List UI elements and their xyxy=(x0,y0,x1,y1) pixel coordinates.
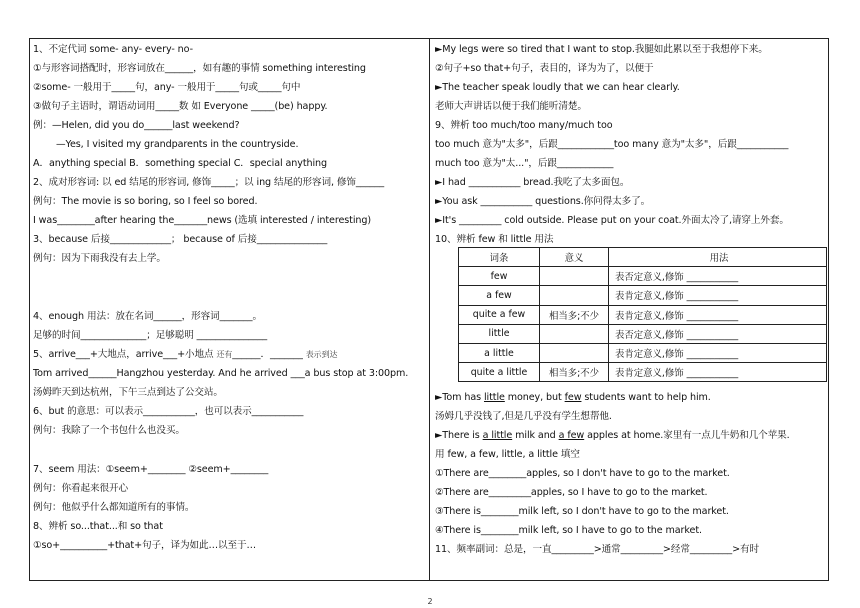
text-segment: ►There is xyxy=(435,430,483,441)
arrive-blanks: ______．_______ xyxy=(232,349,306,360)
cell-usage: 表肯定意义,修饰 ___________ xyxy=(609,363,827,382)
cell-word: a little xyxy=(459,343,540,362)
enough-exercise: 足够的时间______________；足够聪明 _______________ xyxy=(33,330,268,341)
header-meaning: 意义 xyxy=(540,248,609,267)
page-number: 2 xyxy=(427,597,433,606)
cell-meaning: 相当多;不少 xyxy=(540,363,609,382)
arrive-meaning: 表示到达 xyxy=(305,350,338,359)
cell-meaning xyxy=(540,324,609,343)
example-but: 例句：我除了一个书包什么也没买。 xyxy=(33,425,185,436)
item-1-indefinite-pronouns: 1、不定代词 some- any- every- no- xyxy=(33,44,193,55)
item-7-seem: 7、seem 用法：①seem+________ ②seem+________ xyxy=(33,464,269,475)
arrive-exercise: Tom arrived______Hangzhou yesterday. And he arrived ___a bus stop at 3:00pm. xyxy=(33,368,409,379)
exercise-bread: ►I had ___________ bread.我吃了太多面包。 xyxy=(435,177,630,188)
table-row xyxy=(459,343,827,362)
cell-usage: 表否定意义,修饰 ___________ xyxy=(609,267,827,286)
underlined-few: few xyxy=(564,392,582,403)
rule-too-much-many: too much 意为"太多"，后跟____________too many 意为"太多"，后跟___________ xyxy=(435,139,789,150)
table-row xyxy=(459,324,827,343)
exercise-1: ①There are________apples, so I don't have to go to the market. xyxy=(435,468,730,479)
example-options: A．anything special B．something special C．special anything xyxy=(33,158,328,169)
item-10-few-little: 10、辨析 few 和 little 用法 xyxy=(435,234,554,245)
cell-usage: 表否定意义,修饰 ___________ xyxy=(609,324,827,343)
item-11-frequency-adverbs: 11、频率副词：总是，一直_________>通常_________>经常_________>有时 xyxy=(435,544,760,555)
cell-meaning xyxy=(540,286,609,305)
example-answer: —Yes, I visited my grandparents in the countryside. xyxy=(56,139,299,150)
table-row xyxy=(459,286,827,305)
rule-adjective-position: ①与形容词搭配时，形容词放在______，如有趣的事情 something interesting xyxy=(33,63,366,74)
table-row xyxy=(459,305,827,324)
item-9-too-much: 9、辨析 too much/too many/much too xyxy=(435,120,613,131)
fill-instruction: 用 few, a few, little, a little 填空 xyxy=(435,449,580,460)
item-5-arrive xyxy=(33,349,337,361)
example-question: 例：—Helen, did you do______last weekend? xyxy=(33,120,240,131)
rule-so-that-purpose: ②句子+so that+句子，表目的，译为为了，以便于 xyxy=(435,63,654,74)
example-seem-happy: 例句：你看起来很开心 xyxy=(33,483,128,494)
cell-word: few xyxy=(459,267,540,286)
cell-usage: 表肯定意义,修饰 ___________ xyxy=(609,305,827,324)
item-8-so-that: 8、辨析 so...that...和 so that xyxy=(33,521,163,532)
example-milk-apples xyxy=(435,430,790,442)
cell-word: quite a little xyxy=(459,363,540,382)
text-segment: milk and xyxy=(512,430,559,441)
table-row xyxy=(459,267,827,286)
cell-usage: 表肯定意义,修饰 ___________ xyxy=(609,286,827,305)
underlined-a-few: a few xyxy=(558,430,585,441)
item-3-because: 3、because 后接_____________； because of 后接_______________ xyxy=(33,234,328,245)
header-usage: 用法 xyxy=(609,248,827,267)
few-little-table xyxy=(458,247,827,382)
rule-much-too: much too 意为"太..."，后跟____________ xyxy=(435,158,614,169)
rule-so-that-result: ①so+__________+that+句子，译为如此…以至于… xyxy=(33,540,256,551)
example-bored: 例句：The movie is so boring, so I feel so bored. xyxy=(33,196,258,207)
underlined-little: little xyxy=(483,392,505,403)
header-word: 词条 xyxy=(459,248,540,267)
cell-usage: 表肯定意义,修饰 ___________ xyxy=(609,343,827,362)
item-6-but: 6、but 的意思：可以表示___________，也可以表示___________ xyxy=(33,406,304,417)
item-4-enough: 4、enough 用法：放在名词______，形容词_______。 xyxy=(33,311,262,322)
rule-singular-verb: ③做句子主语时，谓语动词用_____数 如 Everyone _____(be) happy. xyxy=(33,101,328,112)
cell-word: little xyxy=(459,324,540,343)
example-rain: 例句：因为下雨我没有去上学。 xyxy=(33,253,166,264)
exercise-questions: ►You ask ___________ questions.你问得太多了。 xyxy=(435,196,651,207)
tom-translation: 汤姆几乎没钱了,但是几乎没有学生想帮他. xyxy=(435,411,612,422)
example-teacher: ►The teacher speak loudly that we can hear clearly. xyxy=(435,82,680,93)
text-segment: ►Tom has xyxy=(435,392,484,403)
arrive-also: 还有 xyxy=(216,350,233,359)
example-seem-know: 例句：他似乎什么都知道所有的事情。 xyxy=(33,502,195,513)
teacher-translation: 老师大声讲话以便于我们能听清楚。 xyxy=(435,101,587,112)
cell-meaning xyxy=(540,267,609,286)
exercise-2: ②There are_________apples, so I have to go to the market. xyxy=(435,487,708,498)
text-segment: money, but xyxy=(504,392,565,403)
example-tom-money xyxy=(435,392,711,404)
table-row xyxy=(459,363,827,382)
underlined-a-little: a little xyxy=(482,430,513,441)
example-legs-tired: ►My legs were so tired that I want to stop.我腿如此累以至于我想停下来。 xyxy=(435,44,768,55)
column-divider xyxy=(429,38,430,581)
arrive-translation: 汤姆昨天到达杭州，下午三点到达了公交站。 xyxy=(33,387,223,398)
cell-meaning: 相当多;不少 xyxy=(540,305,609,324)
arrive-rule: 5、arrive___+大地点，arrive___+小地点 xyxy=(33,349,217,360)
text-segment: apples at home.家里有一点儿牛奶和几个苹果. xyxy=(584,430,790,441)
cell-word: quite a few xyxy=(459,305,540,324)
item-2-paired-adjectives: 2、成对形容词: 以 ed 结尾的形容词, 修饰_____；以 ing 结尾的形容词, 修饰______ xyxy=(33,177,385,188)
cell-word: a few xyxy=(459,286,540,305)
exercise-3: ③There is________milk left, so I don't have to go to the market. xyxy=(435,506,729,517)
table-header-row xyxy=(459,248,827,267)
exercise-cold: ►It's _________ cold outside. Please put on your coat.外面太冷了,请穿上外套。 xyxy=(435,215,789,226)
text-segment: students want to help him. xyxy=(581,392,711,403)
exercise-interested: I was________after hearing the_______news (选填 interested / interesting) xyxy=(33,215,372,226)
rule-some-any: ②some- 一般用于_____句，any- 一般用于_____句或_____句中 xyxy=(33,82,301,93)
cell-meaning xyxy=(540,343,609,362)
exercise-4: ④There is________milk left, so I have to go to the market. xyxy=(435,525,702,536)
